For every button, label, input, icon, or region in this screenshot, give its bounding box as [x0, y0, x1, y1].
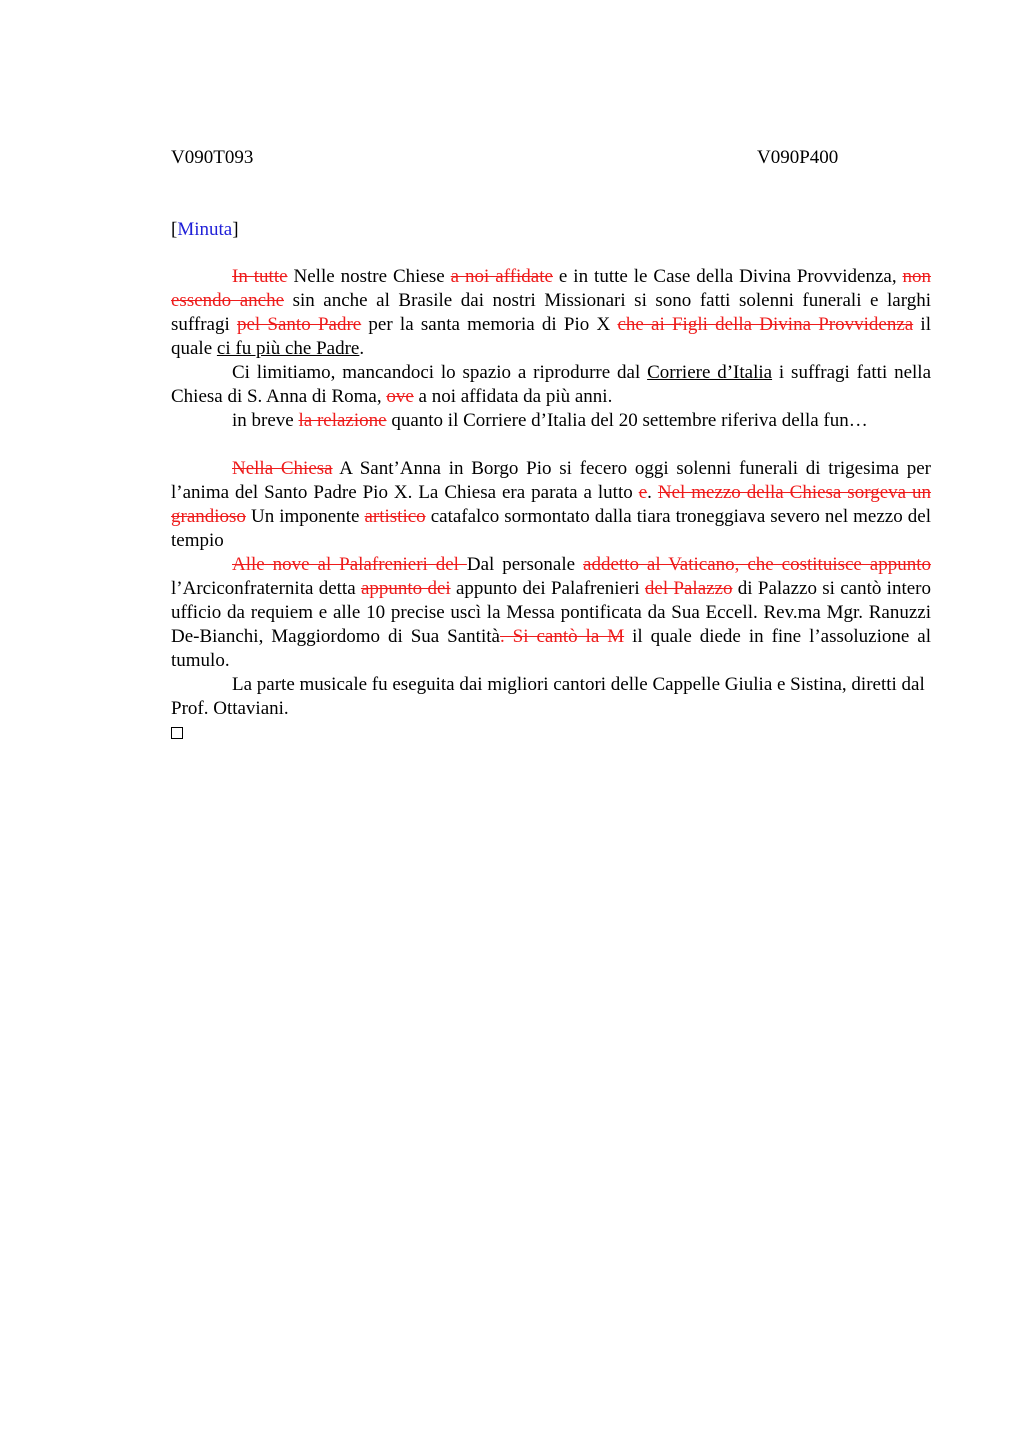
deleted-text: appunto dei: [360, 578, 451, 599]
deleted-text: Nel mezzo della Chiesa sorgeva un grandioso: [171, 482, 932, 527]
deleted-text: non essendo anche: [171, 266, 932, 311]
text-run: quanto il Corriere d’Italia del 20 settembre riferiva della fun…: [386, 410, 868, 431]
text-run: appunto dei Palafrenieri: [450, 578, 645, 599]
deleted-text: la relazione: [298, 410, 387, 431]
paragraph-3: [171, 409, 931, 433]
text-run: i suffragi fatti nella Chiesa di S. Anna di Roma,: [171, 362, 931, 407]
label-bracket-close: ]: [232, 219, 239, 240]
end-marker: [171, 721, 931, 746]
text-run: catafalco sormontato dalla tiara troneggiava severo nel mezzo del tempio: [171, 506, 931, 551]
text-run: in breve: [232, 410, 299, 431]
text-run: sin anche al Brasile dai nostri Missionari si sono fatti solenni funerali e larghi suffragi: [171, 290, 931, 335]
deleted-text: Alle nove al Palafrenieri del: [232, 554, 467, 575]
deleted-text: a noi affidate: [450, 266, 553, 287]
text-run: Un imponente: [245, 506, 365, 527]
page-code-right: V090P400: [757, 147, 839, 168]
deleted-text: del Palazzo: [644, 578, 733, 599]
text-run: .: [359, 338, 365, 359]
text-run: Dal personale: [466, 554, 584, 575]
label-text: Minuta: [177, 219, 233, 240]
text-run: l’Arciconfraternita detta: [171, 578, 361, 599]
deleted-text: . Si cantò la M: [499, 626, 625, 647]
text-run: .: [647, 482, 658, 503]
text-run: Nelle nostre Chiese: [287, 266, 451, 287]
label-bracket-open: [: [171, 219, 178, 240]
deleted-text: Nella Chiesa: [232, 458, 333, 479]
deleted-text: pel Santo Padre: [236, 314, 362, 335]
document-code-left: V090T093: [171, 147, 254, 168]
deleted-text: In tutte: [232, 266, 288, 287]
deleted-text: ove: [386, 386, 414, 407]
paragraph-2: [171, 361, 931, 409]
deleted-text: addetto al Vaticano, che costituisce appunto: [583, 554, 932, 575]
text-run: A Sant’Anna in Borgo Pio si fecero oggi solenni funerali di trigesima per l’anima del Santo Padre Pio X. La Chiesa era parata a lutto: [171, 458, 932, 503]
paragraph-spacer: [171, 433, 931, 457]
underlined-text: ci fu più che Padre: [216, 338, 360, 359]
paragraph-4: [171, 457, 931, 553]
deleted-text: che ai Figli della Divina Provvidenza: [617, 314, 914, 335]
paragraph-6: [171, 673, 931, 721]
empty-box-icon: [171, 727, 183, 739]
text-run: di Palazzo si cantò intero ufficio da requiem e alle 10 precise uscì la Messa pontificata da Sua Eccell. Rev.ma Mgr. Ranuzzi De-Bianchi, Maggiordomo di Sua Santità: [171, 578, 931, 647]
paragraph-1: [171, 265, 931, 361]
text-run: e in tutte le Case della Divina Provvidenza,: [552, 266, 903, 287]
text-run: per la santa memoria di Pio X: [361, 314, 618, 335]
deleted-text: e: [638, 482, 648, 503]
underlined-text: Corriere d’Italia: [647, 362, 773, 383]
text-run: Ci limitiamo, mancandoci lo spazio a riprodurre dal: [232, 362, 648, 383]
deleted-text: artistico: [364, 506, 426, 527]
text-run: il quale: [171, 314, 931, 359]
document-body: [171, 265, 931, 746]
minuta-label: [171, 218, 239, 242]
text-run: il quale diede in fine l’assoluzione al tumulo.: [171, 626, 931, 671]
text-run: La parte musicale fu eseguita dai migliori cantori delle Cappelle Giulia e Sistina, diretti dal Prof. Ottaviani.: [171, 674, 925, 719]
paragraph-5: [171, 553, 931, 673]
text-run: a noi affidata da più anni.: [413, 386, 613, 407]
